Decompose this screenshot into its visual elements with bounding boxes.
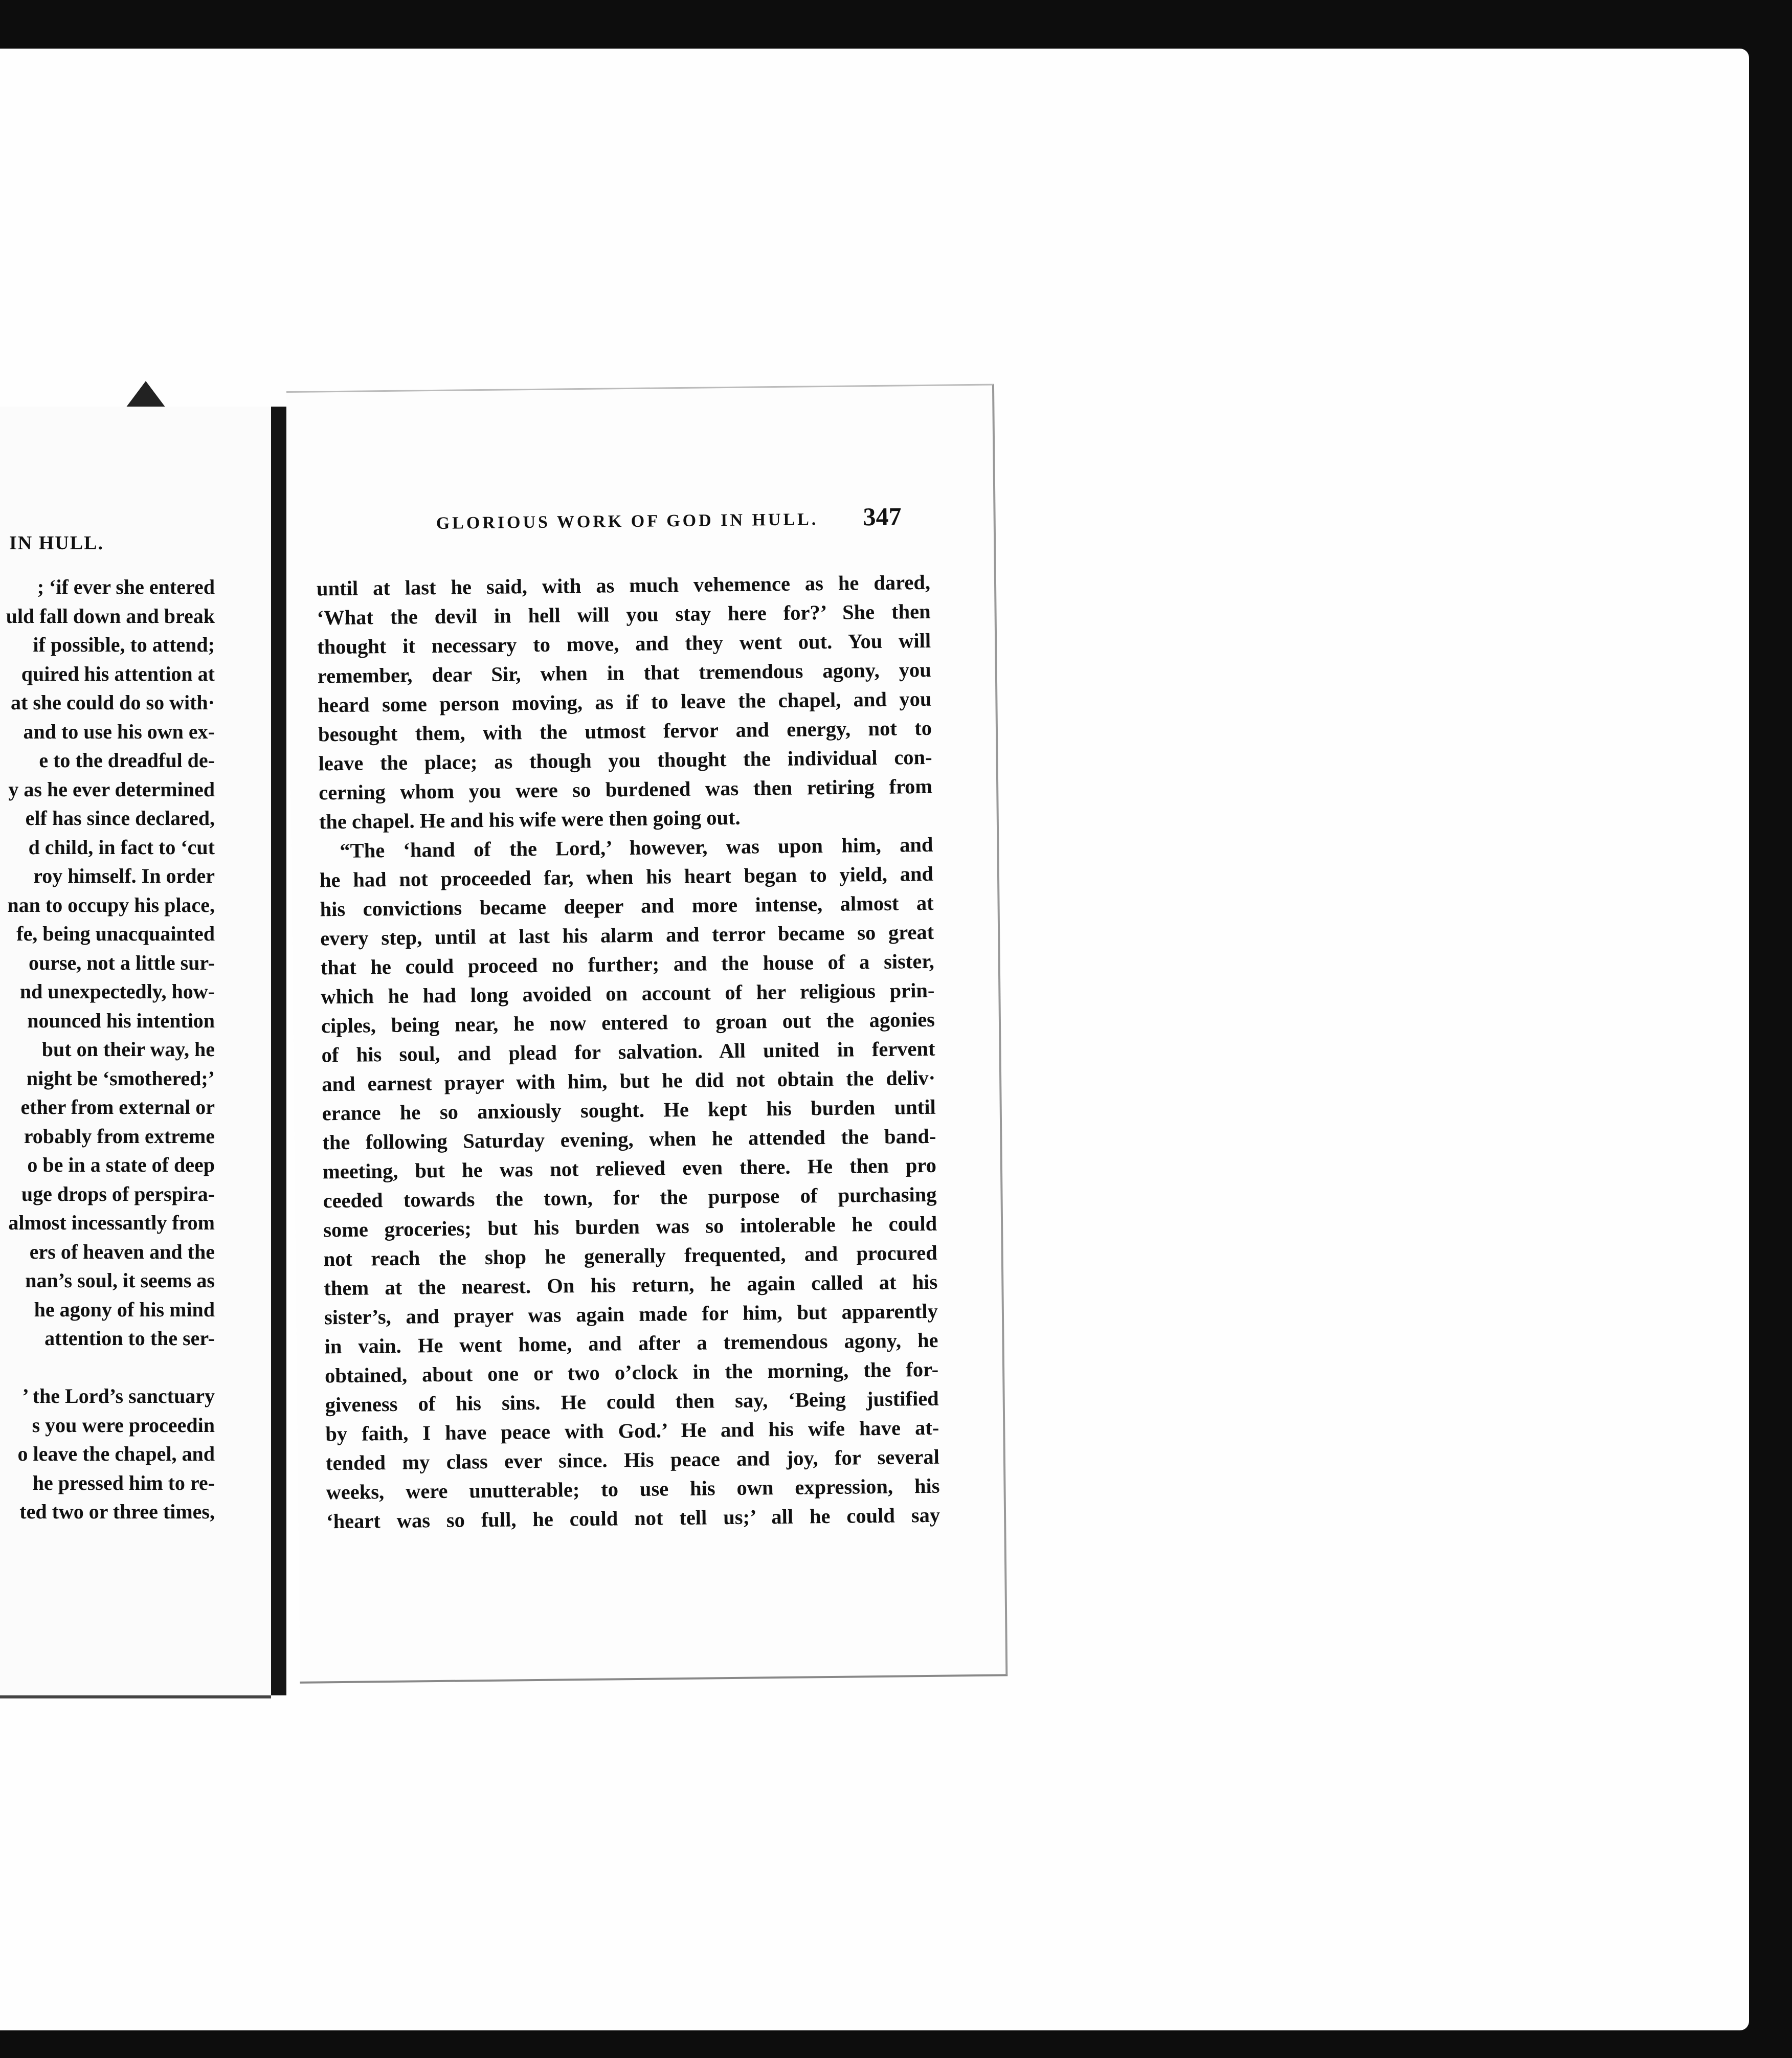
left-text-line: fe, being unacquainted [16,922,215,945]
text-line: the chapel. He and his wife were then going out. [319,806,741,834]
text-line: cerning whom you were so burdened was then retiring from [318,774,933,804]
text-line: by faith, I have peace with God.’ He and his wife have at- [325,1416,939,1446]
text-line: thought it necessary to move, and they went out. You will [317,629,931,659]
scan-background [0,49,1749,2030]
left-text-line: he pressed him to re- [32,1471,215,1494]
text-line: weeks, were unutterable; to use his own expression, his [326,1474,940,1504]
left-text-line: o leave the chapel, and [17,1442,215,1465]
left-text-line: uld fall down and break [6,604,215,628]
text-line: which he had long avoided on account of her religious prin- [321,978,935,1009]
body-text [317,568,940,1536]
text-line: some groceries; but his burden was so intolerable he could [323,1212,937,1242]
left-text-line: ers of heaven and the [29,1240,215,1263]
left-text-line: nd unexpectedly, how- [19,980,215,1003]
left-text-line: ted two or three times, [19,1500,215,1523]
left-text-line: he agony of his mind [34,1298,215,1321]
left-text-line: and to use his own ex- [23,720,215,743]
page-number: 347 [863,502,902,531]
running-head: GLORIOUS WORK OF GOD IN HULL. [436,510,819,533]
text-line: ciples, being near, he now entered to groan out the agonies [321,1008,935,1038]
left-text-line: o be in a state of deep [27,1153,215,1176]
left-text-line: nounced his intention [27,1009,215,1032]
left-text-line [0,1353,215,1382]
text-line: remember, dear Sir, when in that tremendous agony, you [317,658,932,688]
right-page [286,384,1007,1684]
left-text-line: ’ the Lord’s sanctuary [22,1384,215,1407]
text-line: ceeded towards the town, for the purpose of purchasing [323,1182,937,1213]
left-text-line: almost incessantly from [8,1211,215,1234]
text-line: erance he so anxiously sought. He kept his burden until [322,1095,936,1125]
text-line: them at the nearest. On his return, he again called at his [324,1270,938,1300]
left-text-line: night be ‘smothered;’ [26,1066,215,1090]
left-text-line: at she could do so with· [11,691,215,714]
left-text-line: ether from external or [20,1095,215,1119]
text-line: in vain. He went home, and after a tremendous agony, he [324,1328,938,1358]
text-line: he had not proceeded far, when his heart began to yield, and [319,862,934,892]
text-line: the following Saturday evening, when he attended the band- [322,1124,936,1154]
left-page [0,407,271,1698]
left-text-line: ourse, not a little sur- [28,951,215,974]
text-line: tended my class ever since. His peace and joy, for several [325,1445,940,1475]
text-line: until at last he said, with as much vehemence as he dared, [316,570,931,600]
left-running-head: IN HULL. [9,532,104,554]
text-line: besought them, with the utmost fervor and energy, not to [318,716,932,746]
left-text-line: robably from extreme [24,1124,215,1148]
text-line: of his soul, and plead for salvation. All united in fervent [321,1037,935,1067]
left-text-line: if possible, to attend; [33,633,215,656]
left-text-line: e to the dreadful de- [39,749,215,772]
text-line: ‘heart was so full, he could not tell us;’ all he could say [326,1503,940,1533]
left-text-line: roy himself. In order [33,864,215,887]
text-line: “The ‘hand of the Lord,’ however, was upon him, and [340,833,933,862]
text-line: leave the place; as though you thought the individual con- [318,745,932,775]
left-text-line: but on their way, he [41,1038,215,1061]
left-text-line: nan’s soul, it seems as [25,1269,215,1292]
text-line: his convictions became deeper and more intense, almost at [320,891,934,921]
text-line: sister’s, and prayer was again made for him, but apparently [324,1299,938,1329]
left-page-text [0,573,215,1527]
left-text-line: ; ‘if ever she entered [37,575,215,598]
left-text-line: d child, in fact to ‘cut [28,835,215,859]
text-line: giveness of his sins. He could then say, ‘Being justified [325,1386,939,1417]
text-line: not reach the shop he generally frequented, and procured [323,1241,937,1271]
text-line: every step, until at last his alarm and terror became so great [320,920,934,950]
left-text-line: y as he ever determined [8,777,215,801]
left-text-line: attention to the ser- [44,1327,215,1350]
left-text-line: quired his attention at [21,662,215,685]
left-text-line: elf has since declared, [25,807,215,830]
text-line: meeting, but he was not relieved even there. He then pro [322,1153,937,1183]
left-text-line: s you were proceedin [32,1413,215,1437]
text-line: ‘What the devil in hell will you stay here for?’ She then [317,599,931,630]
page-gutter [271,407,286,1695]
text-line: obtained, about one or two o’clock in the morning, the for- [324,1357,939,1388]
left-text-line: uge drops of perspira- [21,1182,215,1205]
text-line: and earnest prayer with him, but he did not obtain the deliv· [321,1066,936,1096]
text-line: heard some person moving, as if to leave the chapel, and you [318,687,932,717]
text-line: that he could proceed no further; and the house of a sister, [320,949,934,979]
left-text-line: nan to occupy his place, [7,893,215,916]
